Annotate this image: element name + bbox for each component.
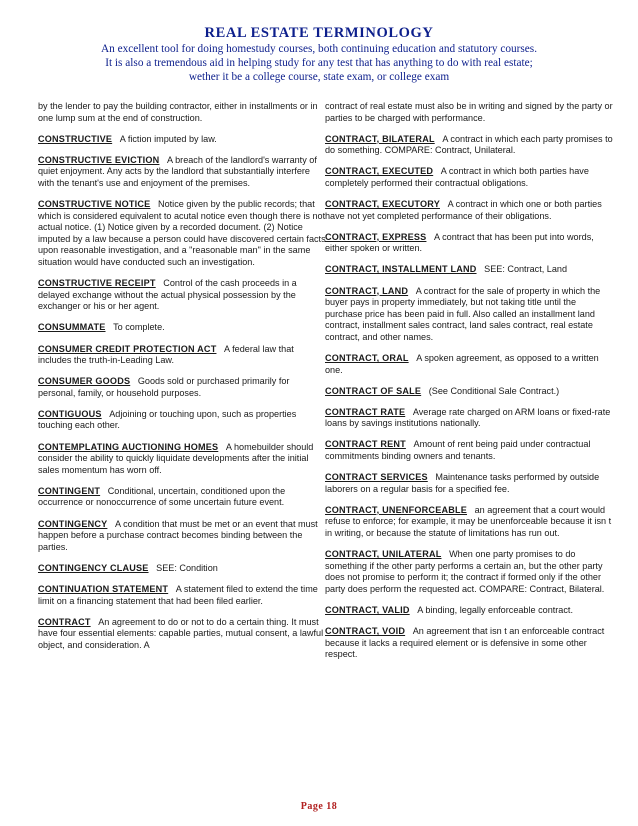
glossary-definition: SEE: Contract, Land [484,264,568,275]
glossary-entry [325,439,615,462]
glossary-entry [38,134,326,146]
glossary-definition: A contract in which each party promises to do something. COMPARE: Contract, Unilateral. [325,133,613,156]
glossary-definition: A spoken agreement, as opposed to a written one. [325,353,599,375]
glossary-definition: When one party promises to do something if the other party performs a certain an, but the other party does not promise to perform it; the contract if formed only if the other party does perform the requested act. COMPARE: Contract, Bilateral. [325,549,605,594]
glossary-term: CONSUMER CREDIT PROTECTION ACT [38,343,217,354]
glossary-entry [325,549,615,595]
glossary-definition: (See Conditional Sale Contract.) [428,385,560,396]
glossary-entry [325,199,615,222]
glossary-definition: A condition that must be met or an event that must happen before a purchase contract becomes binding between the parties. [38,518,318,552]
glossary-entry [38,617,326,652]
glossary-entry [325,134,615,157]
glossary-term: CONSUMMATE [38,322,106,333]
glossary-definition: A breach of the landlord's warranty of quiet enjoyment. Any acts by the landlord that substantially interfere with the tenant's use and enjoyment of the premises. [38,154,317,188]
glossary-definition: An agreement to do or not to do a certain thing. It must have four essential elements: capable parties, mutual consent, a lawful object, and consideration. A [38,616,324,650]
glossary-term: CONTRACT OF SALE [325,385,422,396]
glossary-definition: Maintenance tasks performed by outside laborers on a regular basis for a specified fee. [325,472,600,494]
glossary-entry [325,605,615,617]
glossary-entry [38,409,326,432]
glossary-term: CONTINUATION STATEMENT [38,583,169,594]
glossary-definition: Adjoining or touching upon, such as properties touching each other. [38,408,297,431]
glossary-definition: A federal law that includes the truth-in-Leading Law. [38,343,294,366]
glossary-definition: A statement filed to extend the time limit on a financing statement that had been filed earlier. [38,583,318,606]
glossary-definition: an agreement that a court would refuse to enforce; for example, it may be unenforceable because it isn t in writing, or because the statute of limitations has run out. [325,504,612,539]
subtitle-line-2: It is also a tremendous aid in helping study for any test that has anything to do with real estate; [105,57,533,69]
glossary-entry [38,519,326,554]
glossary-definition: Amount of rent being paid under contractual commitments binding owners and tenants. [325,439,591,462]
glossary-entry [325,286,615,344]
glossary-definition: A contract for the sale of property in which the buyer pays in property immediately, but not taking title until the purchase price has been paid in full. Also called an installment land contract, installment sales contract, land sales contract, real estate contract, and other names. [325,285,601,342]
glossary-definition: A contract that has been put into words, either spoken or written. [325,231,594,254]
glossary-term: CONTINGENCY [38,518,108,529]
glossary-entry [325,386,615,398]
glossary-term: CONTRACT, INSTALLMENT LAND [325,264,477,275]
subtitle-line-3: wether it be a college course, state exam, or college exam [188,71,450,83]
glossary-term: CONTRACT SERVICES [325,472,428,483]
glossary-definition: A contract in which one or both parties have not yet completed performance of their obligations. [325,199,602,221]
page-title: REAL ESTATE TERMINOLOGY [204,25,434,41]
glossary-definition: Notice given by the public records; that which is considered equivalent to acutal notice even though there is not actual notice. (1) Notice given by a recorded document. (2) Notice imputed by a law because a person could have discovered certain facts upon reasonable investigation, and a "reasonable man" in the same situation would have conducted such an investigation. [38,199,326,268]
page-header [0,24,638,84]
glossary-entry [38,155,326,190]
glossary-definition: A binding, legally enforceable contract. [417,605,573,615]
glossary-definition: Average rate charged on ARM loans or fixed-rate loans by savings institutions nationally. [325,406,611,429]
glossary-entry [38,344,326,367]
glossary-term: CONTRACT RATE [325,406,406,417]
glossary-entry [38,278,326,313]
subtitle-line-1: An excellent tool for doing homestudy courses, both continuing education and statutory courses. [100,43,538,55]
glossary-entry [38,584,326,607]
glossary-definition: Conditional, uncertain, conditioned upon the occurrence or nonoccurrence of some uncertain future event. [38,485,286,508]
right-column [325,101,615,670]
glossary-term: CONSTRUCTIVE [38,133,113,144]
glossary-term: CONTRACT, VOID [325,626,406,637]
glossary-entry [325,626,615,661]
glossary-definition: Goods sold or purchased primarily for personal, family, or household purposes. [38,376,290,398]
glossary-definition: SEE: Condition [156,562,218,573]
glossary-term: CONTRACT, EXPRESS [325,231,427,242]
right-continuation: contract of real estate must also be in writing and signed by the party or parties to be charged with performance. [325,101,613,123]
glossary-term: CONTRACT, BILATERAL [325,133,435,144]
glossary-entry [325,264,615,276]
glossary-entry [38,442,326,477]
glossary-entry [38,199,326,269]
glossary-term: CONTRACT [38,616,91,627]
glossary-term: CONTRACT, UNILATERAL [325,549,442,560]
glossary-entry [325,166,615,189]
glossary-entry [325,505,615,540]
glossary-entry [38,486,326,509]
glossary-entry [325,407,615,430]
glossary-entry [325,353,615,376]
glossary-definition: Control of the cash proceeds in a delayed exchange without the actual physical possession by the exchanger or his or her agent. [38,278,297,312]
glossary-term: CONTINGENT [38,485,101,496]
glossary-definition: A fiction imputed by law. [119,133,217,144]
left-continuation: by the lender to pay the building contractor, either in installments or in one lump sum at the end of construction. [38,101,318,123]
glossary-term: CONSUMER GOODS [38,376,131,387]
glossary-entry [325,232,615,255]
glossary-term: CONTEMPLATING AUCTIONING HOMES [38,441,219,452]
glossary-entry [325,472,615,495]
glossary-term: CONTINGENCY CLAUSE [38,562,149,573]
glossary-term: CONTRACT, EXECUTORY [325,199,440,210]
glossary-term: CONSTRUCTIVE NOTICE [38,199,151,210]
left-column [38,101,326,661]
glossary-term: CONSTRUCTIVE RECEIPT [38,278,156,289]
glossary-entry [38,376,326,399]
glossary-term: CONTRACT, UNENFORCEABLE [325,504,468,515]
glossary-entry [38,322,326,334]
glossary-definition: A homebuilder should consider the ability to quickly liquidate developments after the initial sales momentum has worn off. [38,441,314,475]
glossary-definition: An agreement that isn t an enforceable contract because it lacks a required element or is defensive in some other respect. [325,626,605,660]
glossary-term: CONTIGUOUS [38,408,102,419]
glossary-term: CONTRACT, EXECUTED [325,166,434,177]
page-number: Page 18 [300,801,338,812]
glossary-term: CONTRACT RENT [325,439,406,450]
glossary-definition: To complete. [113,322,165,333]
glossary-term: CONTRACT, ORAL [325,353,409,363]
glossary-term: CONTRACT, VALID [325,605,410,615]
glossary-definition: A contract in which both parties have completely performed their contractual obligations. [325,166,589,188]
glossary-term: CONSTRUCTIVE EVICTION [38,154,160,165]
glossary-term: CONTRACT, LAND [325,285,409,296]
glossary-entry [38,563,326,575]
